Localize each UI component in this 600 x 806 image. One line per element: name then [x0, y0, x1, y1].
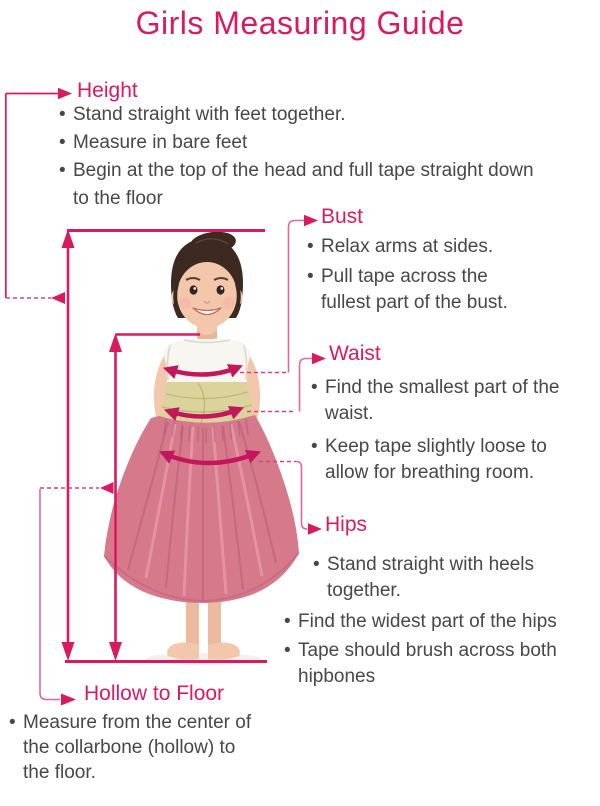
bullet-item: • Measure from the center of the collarbone (hollow) to the floor.	[9, 710, 254, 785]
hollow-bullet-list	[9, 710, 254, 785]
bullet-item: • Tape should brush across both hipbones	[284, 638, 590, 690]
bullet-item: • Find the smallest part of the waist.	[311, 375, 563, 426]
height-bullet-list	[59, 101, 537, 213]
bullet-item: • Relax arms at sides.	[307, 234, 519, 260]
page-title: Girls Measuring Guide	[135, 5, 465, 41]
bullet-item: • Begin at the top of the head and full tape straight down to the floor	[59, 157, 537, 213]
bullet-item: • Pull tape across the fullest part of the bust.	[307, 264, 519, 316]
girl-photo	[104, 229, 299, 665]
bullet-item: • Stand straight with feet together.	[59, 101, 537, 129]
hips-bullet-list-first	[313, 552, 545, 604]
hollow-to-floor-label: Hollow to Floor	[84, 682, 225, 705]
waist-bullet-list	[311, 375, 563, 493]
bust-bullet-list	[307, 234, 519, 320]
bullet-item: • Measure in bare feet	[59, 129, 537, 157]
bullet-item: • Find the widest part of the hips	[284, 609, 590, 635]
bullet-item: • Keep tape slightly loose to allow for breathing room.	[311, 434, 563, 485]
bust-label: Bust	[321, 205, 364, 228]
height-label: Height	[77, 79, 138, 102]
waist-label: Waist	[329, 342, 381, 365]
hips-bullet-list-rest	[284, 609, 590, 693]
hollow-label-connector	[40, 482, 114, 706]
hips-label: Hips	[325, 513, 368, 536]
bullet-item: • Stand straight with heels together.	[313, 552, 545, 604]
